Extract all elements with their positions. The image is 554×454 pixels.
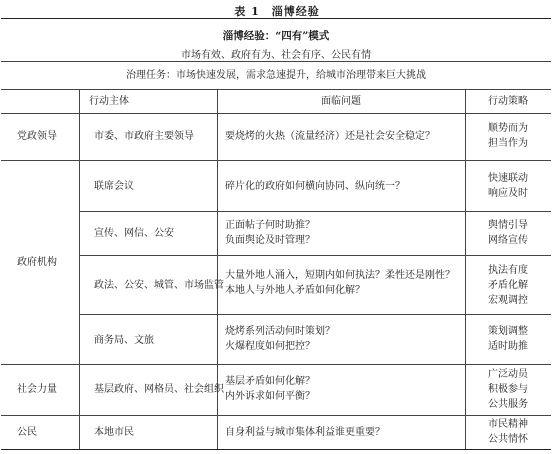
group-label: 社会力量 [17, 384, 57, 395]
table-header-model [1, 19, 551, 62]
row-strategy: 顺势而为 担当作为 [488, 123, 528, 149]
table [1, 18, 551, 450]
table-header-task: 治理任务：市场快速发展，需求急速提升，给城市治理带来巨大挑战 [1, 62, 551, 90]
column-header-problem: 面临问题 [321, 96, 361, 107]
table-number: 表 1 [234, 5, 260, 18]
row-strategy: 执法有度 矛盾化解 宏观调控 [488, 265, 528, 306]
row-strategy: 策划调整 适时助推 [488, 326, 528, 352]
table-body [1, 90, 551, 449]
row-problem: 基层矛盾如何化解？ 内外诉求如何平衡？ [225, 376, 315, 402]
row-problem: 自身利益与城市集体利益谁更重要？ [225, 427, 385, 438]
table-title: 淄博经验 [271, 5, 320, 18]
row-actor: 宣传、网信、公安 [94, 228, 174, 239]
row-actor: 市委、市政府主要领导 [94, 131, 194, 142]
row-strategy: 快速联动 响应及时 [488, 173, 528, 199]
row-problem: 碎片化的政府如何横向协同、纵向统一？ [225, 181, 405, 192]
row-actor: 政法、公安、城管、市场监管 [94, 280, 224, 291]
row-actor: 本地市民 [94, 427, 134, 438]
group-label: 公民 [17, 427, 37, 438]
group-label: 党政领导 [17, 131, 57, 142]
column-header-actor: 行动主体 [89, 96, 129, 107]
row-strategy: 舆情引导 网络宣传 [488, 220, 528, 246]
group-label: 政府机构 [17, 257, 57, 268]
model-title: 淄博经验：“四有”模式 [222, 30, 330, 42]
row-actor: 商务局、文旅 [94, 335, 154, 346]
table-caption [0, 3, 554, 19]
row-strategy: 市民精神 公共情怀 [488, 419, 528, 445]
row-actor: 基层政府、网格员、社会组织 [94, 384, 224, 395]
row-problem: 大量外地人涌入，短期内如何执法？柔性还是刚性？ 本地人与外地人矛盾如何化解？ [225, 270, 455, 296]
column-header-strategy: 行动策略 [488, 96, 528, 107]
row-problem: 烧烤系列活动何时策划？ 火爆程度如何把控？ [225, 326, 335, 352]
row-problem: 要烧烤的火热（流量经济）还是社会安全稳定？ [225, 131, 435, 142]
row-actor: 联席会议 [94, 181, 134, 192]
row-strategy: 广泛动员 积极参与 公共服务 [488, 369, 528, 410]
row-problem: 正面帖子何时助推？ 负面舆论及时管理？ [225, 220, 315, 246]
model-subtitle: 市场有效、政府有为、社会有序、公民有情 [181, 50, 371, 61]
